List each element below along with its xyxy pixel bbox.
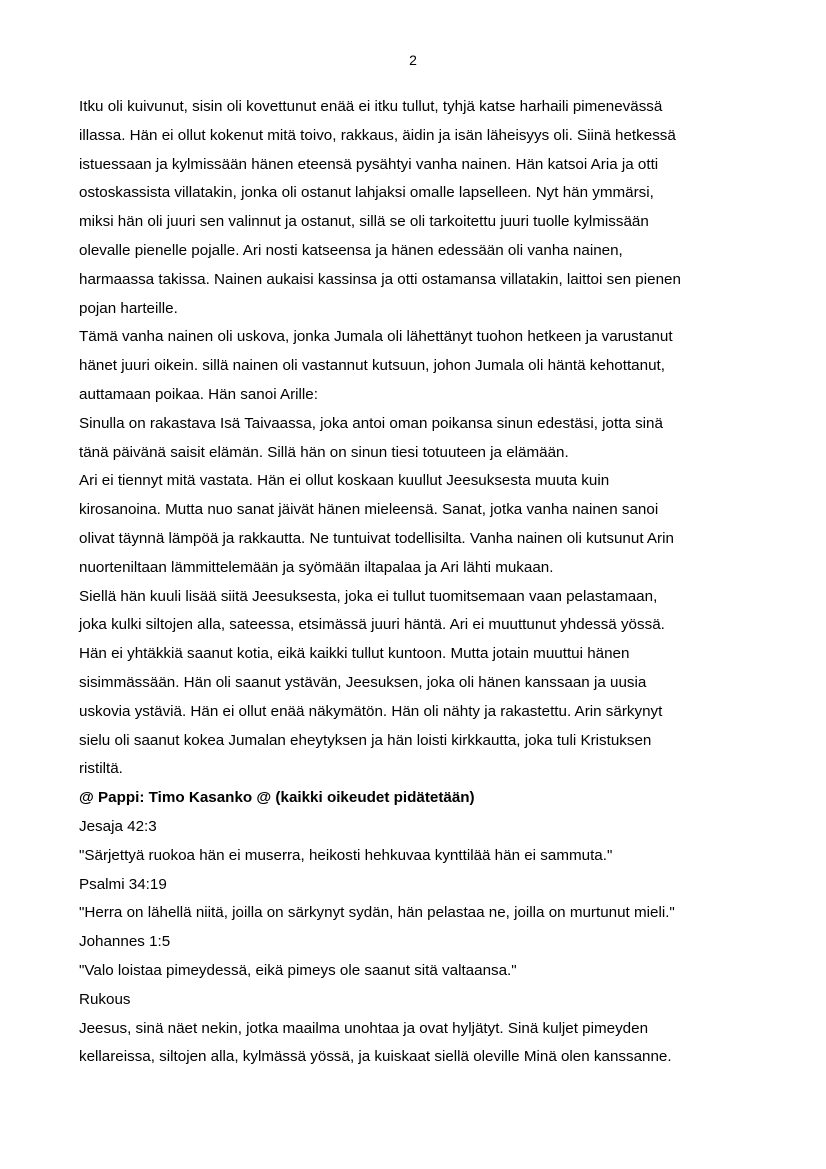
text-line: Siellä hän kuuli lisää siitä Jeesuksesta, joka ei tullut tuomitsemaan vaan pelastamaan,	[79, 587, 658, 605]
copyright-line: @ Pappi: Timo Kasanko @ (kaikki oikeudet pidätetään)	[79, 789, 475, 807]
text-line: kellareissa, siltojen alla, kylmässä yössä, ja kuiskaat siellä oleville Minä olen kanssanne.	[79, 1048, 672, 1066]
text-line: "Valo loistaa pimeydessä, eikä pimeys ole saanut sitä valtaansa."	[79, 961, 517, 979]
text-line: "Särjettyä ruokoa hän ei muserra, heikosti hehkuvaa kynttilää hän ei sammuta."	[79, 846, 613, 864]
text-line: Jeesus, sinä näet nekin, jotka maailma unohtaa ja ovat hyljätyt. Sinä kuljet pimeyden	[79, 1019, 649, 1037]
text-line: Sinulla on rakastava Isä Taivaassa, joka antoi oman poikansa sinun edestäsi, jotta sinä	[79, 414, 663, 432]
page-number: 2	[409, 52, 417, 68]
text-line: pojan harteille.	[79, 299, 178, 317]
text-line: ristiltä.	[79, 760, 123, 778]
text-line: "Herra on lähellä niitä, joilla on särkynyt sydän, hän pelastaa ne, joilla on murtunut mieli."	[79, 904, 675, 922]
text-line: Jesaja 42:3	[79, 817, 157, 835]
text-line: Rukous	[79, 990, 131, 1008]
text-line: auttamaan poikaa. Hän sanoi Arille:	[79, 385, 318, 403]
text-line: uskovia ystäviä. Hän ei ollut enää näkymätön. Hän oli nähty ja rakastettu. Arin särkynyt	[79, 702, 663, 720]
text-line: Itku oli kuivunut, sisin oli kovettunut enää ei itku tullut, tyhjä katse harhaili pimenevässä	[79, 98, 663, 115]
text-line: harmaassa takissa. Nainen aukaisi kassinsa ja otti ostamansa villatakin, laittoi sen pienen	[79, 270, 681, 288]
text-line: ostoskassista villatakin, jonka oli ostanut lahjaksi omalle lapselleen. Nyt hän ymmärsi,	[79, 184, 654, 202]
text-line: olevalle pienelle pojalle. Ari nosti katseensa ja hänen edessään oli vanha nainen,	[79, 241, 623, 259]
text-line: sielu oli saanut kokea Jumalan eheytyksen ja hän loisti kirkkautta, joka tuli Kristuksen	[79, 731, 652, 749]
text-line: hänet juuri oikein. sillä nainen oli vastannut kutsuun, johon Jumala oli häntä kehottanut,	[79, 357, 665, 375]
text-line: istuessaan ja kylmissään hänen eteensä pysähtyi vanha nainen. Hän katsoi Aria ja otti	[79, 155, 659, 173]
text-line: olivat täynnä lämpöä ja rakkautta. Ne tuntuivat todellisilta. Vanha nainen oli kutsunut Arin	[79, 529, 674, 547]
text-line: sisimmässään. Hän oli saanut ystävän, Jeesuksen, joka oli hänen kanssaan ja uusia	[79, 673, 647, 691]
text-line: Psalmi 34:19	[79, 875, 167, 893]
text-line: miksi hän oli juuri sen valinnut ja ostanut, sillä se oli tarkoitettu juuri tuolle kylmissään	[79, 213, 649, 231]
document-body	[79, 93, 759, 1072]
text-line: Tämä vanha nainen oli uskova, jonka Jumala oli lähettänyt tuohon hetkeen ja varustanut	[79, 328, 673, 346]
text-line: joka kulki siltojen alla, sateessa, etsimässä juuri häntä. Ari ei muuttunut yhdessä yössä.	[79, 616, 665, 634]
text-line: kirosanoina. Mutta nuo sanat jäivät hänen mieleensä. Sanat, jotka vanha nainen sanoi	[79, 501, 659, 519]
text-line: Hän ei yhtäkkiä saanut kotia, eikä kaikki tullut kuntoon. Mutta jotain muuttui hänen	[79, 645, 630, 663]
text-line: Johannes 1:5	[79, 933, 171, 951]
text-line: tänä päivänä saisit elämän. Sillä hän on sinun tiesi totuuteen ja elämään.	[79, 443, 569, 461]
text-line: Ari ei tiennyt mitä vastata. Hän ei ollut koskaan kuullut Jeesuksesta muuta kuin	[79, 472, 610, 490]
text-line: illassa. Hän ei ollut kokenut mitä toivo, rakkaus, äidin ja isän läheisyys oli. Siinä hetkessä	[79, 126, 676, 144]
text-line: nuorteniltaan lämmittelemään ja syömään iltapalaa ja Ari lähti mukaan.	[79, 558, 554, 576]
